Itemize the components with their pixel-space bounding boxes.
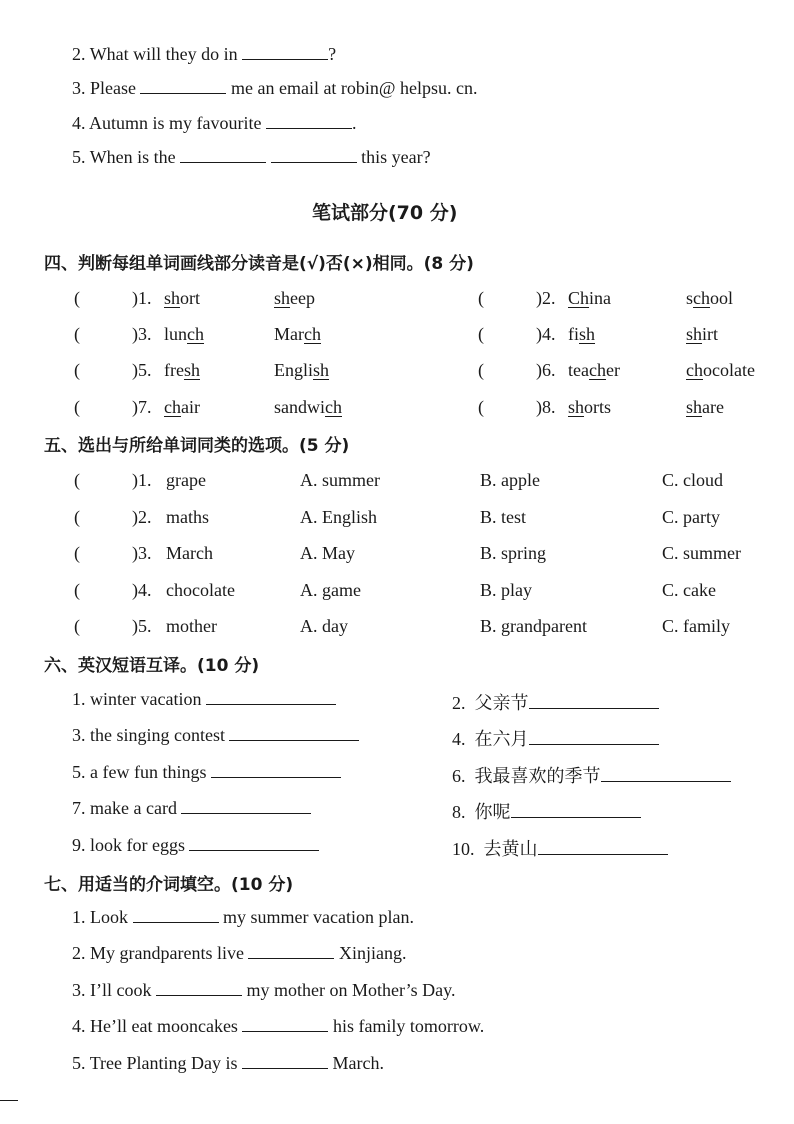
answer-paren-open[interactable]: (: [74, 543, 80, 563]
answer-blank[interactable]: [133, 907, 219, 923]
answer-blank[interactable]: [189, 835, 319, 851]
answer-blank[interactable]: [538, 839, 668, 855]
answer-paren-open[interactable]: (: [74, 324, 80, 344]
option-a: A. day: [300, 616, 348, 636]
option-b: B. test: [480, 507, 527, 527]
answer-blank[interactable]: [271, 147, 357, 163]
given-word: chocolate: [166, 580, 235, 600]
fill-sentence: 4. He’ll eat mooncakes his family tomorrow.: [72, 1016, 485, 1036]
answer-paren-open[interactable]: (: [74, 360, 80, 380]
item-number: )4.: [536, 324, 556, 344]
answer-blank[interactable]: [211, 762, 341, 778]
fill-sentence: 3. I’ll cook my mother on Mother’s Day.: [72, 980, 456, 1000]
word-two: sheep: [274, 288, 315, 308]
underlined-letters: sh: [164, 288, 181, 308]
phrase-right: 4. 在六月: [452, 725, 659, 751]
answer-paren-open[interactable]: (: [74, 616, 80, 636]
section-5-title: 五、选出与所给单词同类的选项。(5 分): [44, 436, 350, 456]
item-number: )4.: [132, 580, 152, 600]
option-c: C. family: [662, 616, 730, 636]
underlined-letters: sh: [274, 288, 291, 308]
answer-paren-open[interactable]: (: [74, 288, 80, 308]
answer-paren-open[interactable]: (: [478, 397, 484, 417]
answer-paren-open[interactable]: (: [478, 360, 484, 380]
underlined-letters: ch: [164, 397, 181, 417]
section-7-title: 七、用适当的介词填空。(10 分): [44, 875, 294, 895]
word-one: China: [568, 288, 612, 308]
answer-blank[interactable]: [248, 943, 334, 959]
item-number: )1.: [132, 470, 152, 490]
given-word: mother: [166, 616, 217, 636]
item-number: )2.: [132, 507, 152, 527]
item-number: )2.: [536, 288, 556, 308]
word-two: sandwich: [274, 397, 342, 417]
option-a: A. game: [300, 580, 361, 600]
item-number: )1.: [132, 288, 152, 308]
option-b: B. spring: [480, 543, 547, 563]
option-a: A. summer: [300, 470, 380, 490]
given-word: maths: [166, 507, 209, 527]
option-c: C. cloud: [662, 470, 723, 490]
listening-item-3: 3. Please me an email at robin@ helpsu. cn.: [72, 78, 478, 98]
underlined-letters: sh: [579, 324, 596, 344]
item-number: )7.: [132, 397, 152, 417]
word-one: shorts: [568, 397, 612, 417]
section-4-title: 四、判断每组单词画线部分读音是(√)否(×)相同。(8 分): [44, 254, 474, 274]
answer-paren-open[interactable]: (: [74, 397, 80, 417]
underlined-letters: sh: [686, 324, 703, 344]
answer-paren-open[interactable]: (: [74, 580, 80, 600]
underlined-letters: Ch: [568, 288, 590, 308]
underlined-letters: ch: [187, 324, 205, 344]
answer-blank[interactable]: [242, 44, 328, 60]
item-number: )3.: [132, 543, 152, 563]
item-number: )8.: [536, 397, 556, 417]
underlined-letters: ch: [693, 288, 711, 308]
underlined-letters: ch: [686, 360, 703, 380]
phrase-right: 10. 去黄山: [452, 835, 668, 861]
item-number: )3.: [132, 324, 152, 344]
answer-blank[interactable]: [140, 78, 226, 94]
listening-item-2: 2. What will they do in ?: [72, 44, 337, 64]
answer-paren-open[interactable]: (: [74, 507, 80, 527]
given-word: March: [166, 543, 213, 563]
word-two: March: [274, 324, 321, 344]
answer-blank[interactable]: [180, 147, 266, 163]
answer-blank[interactable]: [206, 689, 336, 705]
option-a: A. May: [300, 543, 355, 563]
word-one: fresh: [164, 360, 200, 380]
answer-blank[interactable]: [229, 725, 359, 741]
given-word: grape: [166, 470, 206, 490]
answer-blank[interactable]: [266, 113, 352, 129]
written-section-title: 笔试部分(70 分): [312, 202, 458, 224]
fill-sentence: 5. Tree Planting Day is March.: [72, 1053, 385, 1073]
word-two: school: [686, 288, 734, 308]
fill-sentence: 2. My grandparents live Xinjiang.: [72, 943, 407, 963]
option-c: C. party: [662, 507, 720, 527]
phrase-right: 8. 你呢: [452, 798, 641, 824]
page-edge-mark: [0, 1100, 18, 1101]
underlined-letters: ch: [325, 397, 342, 417]
answer-blank[interactable]: [511, 802, 641, 818]
option-c: C. summer: [662, 543, 741, 563]
answer-blank[interactable]: [181, 798, 311, 814]
answer-blank[interactable]: [156, 980, 242, 996]
item-number: )5.: [132, 616, 152, 636]
word-one: lunch: [164, 324, 205, 344]
option-c: C. cake: [662, 580, 716, 600]
option-b: B. grandparent: [480, 616, 587, 636]
item-number: )5.: [132, 360, 152, 380]
answer-blank[interactable]: [529, 729, 659, 745]
answer-blank[interactable]: [529, 693, 659, 709]
word-one: teacher: [568, 360, 620, 380]
section-6-title: 六、英汉短语互译。(10 分): [44, 656, 260, 676]
answer-blank[interactable]: [601, 766, 731, 782]
phrase-left: 3. the singing contest: [72, 725, 359, 746]
word-two: chocolate: [686, 360, 755, 380]
underlined-letters: sh: [568, 397, 585, 417]
fill-sentence: 1. Look my summer vacation plan.: [72, 907, 414, 927]
phrase-right: 6. 我最喜欢的季节: [452, 762, 731, 788]
underlined-letters: sh: [686, 397, 703, 417]
word-one: fish: [568, 324, 596, 344]
listening-item-4: 4. Autumn is my favourite .: [72, 113, 357, 133]
phrase-left: 1. winter vacation: [72, 689, 336, 710]
underlined-letters: sh: [183, 360, 200, 380]
option-b: B. play: [480, 580, 532, 600]
phrase-left: 9. look for eggs: [72, 835, 319, 856]
answer-blank[interactable]: [242, 1053, 328, 1069]
phrase-left: 5. a few fun things: [72, 762, 341, 783]
option-a: A. English: [300, 507, 378, 527]
word-two: share: [686, 397, 724, 417]
item-number: )6.: [536, 360, 556, 380]
underlined-letters: ch: [588, 360, 606, 380]
word-two: English: [274, 360, 330, 380]
word-one: chair: [164, 397, 200, 417]
listening-item-5: 5. When is the this year?: [72, 147, 431, 167]
answer-blank[interactable]: [242, 1016, 328, 1032]
word-one: short: [164, 288, 201, 308]
phrase-left: 7. make a card: [72, 798, 311, 819]
option-b: B. apple: [480, 470, 540, 490]
underlined-letters: sh: [313, 360, 330, 380]
underlined-letters: ch: [304, 324, 321, 344]
answer-paren-open[interactable]: (: [478, 288, 484, 308]
answer-paren-open[interactable]: (: [478, 324, 484, 344]
answer-paren-open[interactable]: (: [74, 470, 80, 490]
phrase-right: 2. 父亲节: [452, 689, 659, 715]
word-two: shirt: [686, 324, 719, 344]
